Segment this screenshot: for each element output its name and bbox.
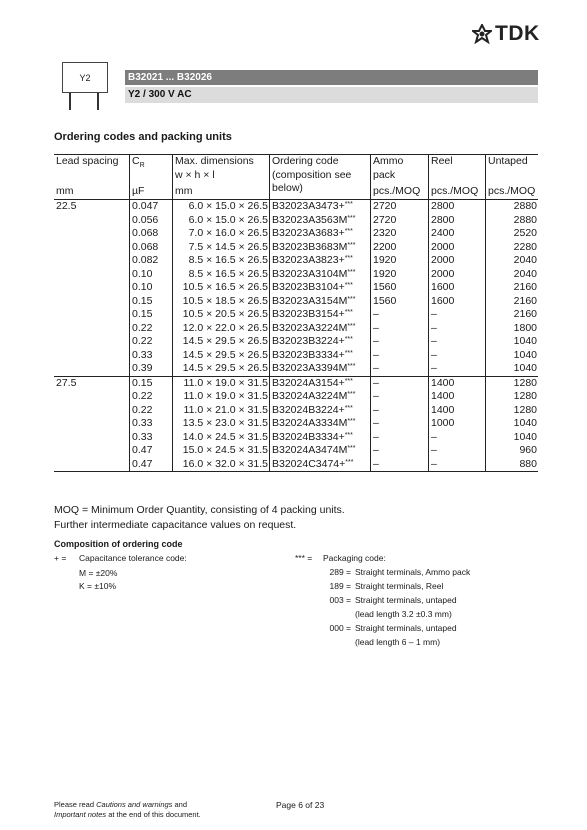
packaging-placeholder: *** (344, 282, 353, 289)
reel-cell: – (428, 431, 485, 445)
dimensions-cell: 10.5 × 16.5 × 26.5 (172, 281, 269, 295)
tolerance-k: K = ±10% (79, 581, 117, 591)
table-row (129, 254, 538, 268)
tolerance-label: Capacitance tolerance code: (79, 553, 187, 563)
capacitance-cell: 0.056 (129, 214, 172, 228)
footer-notice (54, 800, 201, 820)
ammo-cell: – (370, 349, 428, 363)
reel-cell: 1000 (428, 417, 485, 431)
packaging-placeholder: *** (344, 431, 353, 439)
capacitance-cell: 0.22 (129, 322, 172, 336)
packaging-subtext: (lead length 3.2 ±0.3 mm) (355, 609, 452, 619)
table-row (129, 377, 538, 391)
footer-line-1: Please read Cautions and warnings and (54, 800, 188, 809)
packaging-placeholder: *** (347, 391, 356, 398)
dimensions-cell: 11.0 × 21.0 × 31.5 (172, 404, 269, 418)
reel-cell: 2400 (428, 227, 485, 241)
header-line (132, 155, 172, 173)
capacitance-cell: 0.10 (129, 268, 172, 282)
ordering-code-cell (269, 362, 370, 376)
table-row (129, 268, 538, 282)
untaped-cell: 2040 (485, 268, 538, 282)
packaging-code-item (319, 567, 539, 581)
packaging-code: 189 = (329, 581, 351, 591)
capacitance-cell: 0.33 (129, 349, 172, 363)
dimensions-cell: 8.5 × 16.5 × 26.5 (172, 254, 269, 268)
ordering-code-cell (269, 200, 370, 214)
tdk-logo-icon (472, 24, 492, 44)
header-unit: pcs./MOQ (431, 184, 479, 197)
table-row (129, 335, 538, 349)
table-header (54, 154, 538, 200)
dimensions-cell: 14.5 × 29.5 × 26.5 (172, 349, 269, 363)
header-line: Max. dimensions (175, 155, 254, 167)
ammo-cell: 2320 (370, 227, 428, 241)
product-rating-subtitle: Y2 / 300 V AC (125, 87, 538, 103)
ordering-code-cell (269, 241, 370, 255)
table-row (129, 308, 538, 322)
table-row (129, 458, 538, 472)
dimensions-cell: 7.5 × 14.5 × 26.5 (172, 241, 269, 255)
capacitance-cell: 0.068 (129, 241, 172, 255)
reel-cell: – (428, 458, 485, 472)
capacitor-icon (62, 62, 108, 93)
header-unit: pcs./MOQ (488, 184, 536, 197)
ammo-cell: 1920 (370, 254, 428, 268)
header-unit: mm (56, 184, 74, 197)
packaging-subtext: (lead length 6 – 1 mm) (355, 637, 441, 647)
lead-spacing-cell: 22.5 (56, 200, 77, 212)
header-line: below) (272, 182, 303, 194)
packaging-code: 289 = (329, 567, 351, 577)
ammo-cell: – (370, 308, 428, 322)
untaped-cell: 1280 (485, 390, 538, 404)
packaging-code-item (319, 595, 539, 609)
ordering-code-cell (269, 335, 370, 349)
ordering-code: B32024A3334M (272, 417, 348, 429)
header-line: Untaped (488, 155, 528, 167)
table-row (129, 431, 538, 445)
header-line: w × h × l (175, 168, 215, 181)
ordering-code: B32023A3563M (272, 213, 348, 226)
dimensions-cell: 16.0 × 32.0 × 31.5 (172, 458, 269, 472)
header-subscript: R (139, 162, 145, 170)
packaging-placeholder: *** (344, 404, 353, 412)
capacitance-cell: 0.22 (129, 404, 172, 418)
table-row (129, 404, 538, 418)
tolerance-m: M = ±20% (79, 568, 118, 578)
column-header (370, 155, 428, 199)
dimensions-cell: 6.0 × 15.0 × 26.5 (172, 214, 269, 228)
reel-cell: 2000 (428, 241, 485, 255)
ordering-code-cell (269, 308, 370, 322)
dimensions-cell: 14.0 × 24.5 × 31.5 (172, 431, 269, 445)
packaging-placeholder: *** (344, 228, 353, 235)
capacitance-cell: 0.22 (129, 390, 172, 404)
untaped-cell: 2520 (485, 227, 538, 241)
reel-cell: – (428, 322, 485, 336)
ammo-cell: – (370, 390, 428, 404)
capacitance-cell: 0.15 (129, 295, 172, 309)
packaging-text: Straight terminals, untaped (355, 623, 457, 633)
untaped-cell: 2880 (485, 214, 538, 228)
header-unit: mm (175, 184, 193, 197)
capacitance-cell: 0.33 (129, 417, 172, 431)
ammo-cell: – (370, 417, 428, 431)
ammo-cell: – (370, 377, 428, 391)
capacitance-cell: 0.33 (129, 431, 172, 445)
packaging-text: Straight terminals, Reel (355, 581, 444, 591)
capacitance-cell: 0.47 (129, 458, 172, 472)
ordering-code-cell (269, 254, 370, 268)
column-header (129, 155, 172, 199)
packaging-text: Straight terminals, Ammo pack (355, 567, 471, 577)
packaging-code: 003 = (329, 595, 351, 605)
ammo-cell: – (370, 458, 428, 472)
packaging-placeholder: *** (347, 322, 356, 330)
capacitance-cell: 0.082 (129, 254, 172, 268)
untaped-cell: 2160 (485, 295, 538, 309)
column-header (269, 155, 370, 199)
ordering-code: B32023B3334+ (272, 348, 345, 361)
ordering-code: B32023A3154M (272, 294, 348, 307)
dimensions-cell: 10.5 × 20.5 × 26.5 (172, 308, 269, 322)
reel-cell: – (428, 308, 485, 322)
ordering-table (54, 154, 538, 472)
dimensions-cell: 11.0 × 19.0 × 31.5 (172, 390, 269, 404)
ordering-code: B32023A3104M (272, 267, 348, 280)
reel-cell: – (428, 362, 485, 376)
ordering-code-cell (269, 295, 370, 309)
untaped-cell: 1800 (485, 322, 538, 336)
untaped-cell: 1040 (485, 362, 538, 376)
packaging-placeholder: *** (345, 458, 354, 466)
header-line: Ammo (373, 155, 404, 167)
untaped-cell: 1280 (485, 404, 538, 418)
ordering-code: B32023A3394M (272, 362, 348, 374)
ordering-code-cell (269, 390, 370, 404)
untaped-cell: 2880 (485, 200, 538, 214)
untaped-cell: 1040 (485, 417, 538, 431)
reel-cell: 2000 (428, 268, 485, 282)
lead-spacing-cell: 27.5 (56, 376, 77, 389)
dimensions-cell: 11.0 × 19.0 × 31.5 (172, 377, 269, 391)
reel-cell: 1400 (428, 404, 485, 418)
reel-cell: – (428, 444, 485, 458)
packaging-code: 000 = (329, 623, 351, 633)
ordering-code-cell (269, 458, 370, 472)
tolerance-prefix: + = (54, 553, 67, 563)
ammo-cell: 1560 (370, 295, 428, 309)
reel-cell: 1400 (428, 390, 485, 404)
group-rows (129, 200, 538, 376)
footer-line-2: Important notes at the end of this document. (54, 810, 201, 819)
untaped-cell: 1040 (485, 431, 538, 445)
reel-cell: 1600 (428, 295, 485, 309)
ammo-cell: – (370, 444, 428, 458)
header-text: C (132, 155, 140, 167)
dimensions-cell: 7.0 × 16.0 × 26.5 (172, 227, 269, 241)
ordering-code-cell (269, 431, 370, 445)
untaped-cell: 1040 (485, 349, 538, 363)
dimensions-cell: 15.0 × 24.5 × 31.5 (172, 444, 269, 458)
ordering-code-cell (269, 377, 370, 391)
column-header (485, 155, 538, 199)
untaped-cell: 960 (485, 444, 538, 458)
packaging-placeholder: *** (347, 363, 356, 370)
logo-text: TDK (495, 22, 540, 45)
capacitance-cell: 0.15 (129, 308, 172, 322)
dimensions-cell: 6.0 × 15.0 × 26.5 (172, 200, 269, 214)
packaging-placeholder: *** (344, 255, 353, 262)
table-group (54, 377, 538, 473)
ammo-cell: – (370, 404, 428, 418)
untaped-cell: 880 (485, 458, 538, 472)
table-body (54, 200, 538, 472)
header-line: Lead spacing (56, 155, 119, 167)
packaging-placeholder: *** (347, 418, 356, 425)
header-line: Reel (431, 155, 453, 167)
ordering-code: B32024B3224+ (272, 403, 345, 416)
packaging-code-item (319, 623, 539, 637)
table-row (129, 200, 538, 214)
untaped-cell: 2160 (485, 281, 538, 295)
header-line: pack (373, 168, 396, 181)
ammo-cell: – (370, 431, 428, 445)
table-row (129, 362, 538, 376)
table-row (129, 295, 538, 309)
ordering-code: B32023B3224+ (272, 335, 345, 347)
dimensions-cell: 10.5 × 18.5 × 26.5 (172, 295, 269, 309)
ammo-cell: – (370, 362, 428, 376)
packaging-prefix: *** = (295, 553, 313, 563)
capacitance-cell: 0.10 (129, 281, 172, 295)
table-row (129, 417, 538, 431)
packaging-placeholder: *** (344, 349, 353, 357)
packaging-placeholder: *** (344, 377, 353, 385)
capacitance-cell: 0.15 (129, 377, 172, 391)
capacitor-label: Y2 (79, 72, 91, 83)
ammo-cell: 1920 (370, 268, 428, 282)
ordering-code-cell (269, 444, 370, 458)
ordering-code-cell (269, 214, 370, 228)
capacitance-cell: 0.39 (129, 362, 172, 376)
ordering-code: B32023A3823+ (272, 254, 345, 266)
untaped-cell: 2160 (485, 308, 538, 322)
dimensions-cell: 13.5 × 23.0 × 31.5 (172, 417, 269, 431)
table-row (129, 241, 538, 255)
packaging-code-list (319, 567, 539, 651)
table-row (129, 444, 538, 458)
ordering-code-cell (269, 227, 370, 241)
ordering-code: B32023A3683+ (272, 227, 345, 239)
untaped-cell: 2040 (485, 254, 538, 268)
table-row (129, 227, 538, 241)
header-line: (composition see (272, 168, 352, 181)
ammo-cell: 2720 (370, 214, 428, 228)
ordering-code: B32024B3334+ (272, 430, 345, 443)
untaped-cell: 2280 (485, 241, 538, 255)
header-unit: µF (132, 184, 145, 197)
packaging-placeholder: *** (344, 201, 353, 208)
packaging-code-item (319, 581, 539, 595)
packaging-label: Packaging code: (323, 553, 386, 563)
ammo-cell: 1560 (370, 281, 428, 295)
packaging-placeholder: *** (344, 336, 353, 343)
product-series-title: B32021 ... B32026 (125, 70, 538, 85)
capacitance-cell: 0.22 (129, 335, 172, 349)
ordering-code: B32024A3474M (272, 444, 348, 456)
ammo-cell: – (370, 322, 428, 336)
dimensions-cell: 14.5 × 29.5 × 26.5 (172, 335, 269, 349)
reel-cell: 2800 (428, 214, 485, 228)
ordering-code-cell (269, 322, 370, 336)
packaging-placeholder: *** (347, 268, 356, 276)
reel-cell: – (428, 349, 485, 363)
packaging-text: Straight terminals, untaped (355, 595, 457, 605)
table-row (129, 281, 538, 295)
capacitance-cell: 0.068 (129, 227, 172, 241)
column-header (172, 155, 269, 199)
ordering-code: B32024C3474+ (272, 457, 346, 470)
table-row (129, 349, 538, 363)
table-group (54, 200, 538, 377)
table-row (129, 390, 538, 404)
ordering-code-cell (269, 417, 370, 431)
tdk-logo (472, 22, 540, 46)
ordering-code-cell (269, 268, 370, 282)
ordering-code: B32024A3154+ (272, 376, 345, 389)
reel-cell: 2800 (428, 200, 485, 214)
capacitance-cell: 0.047 (129, 200, 172, 214)
ordering-code: B32023B3154+ (272, 308, 345, 320)
column-header (428, 155, 485, 199)
dimensions-cell: 14.5 × 29.5 × 26.5 (172, 362, 269, 376)
ordering-code: B32023B3104+ (272, 281, 345, 293)
ordering-code: B32023B3683M (272, 240, 348, 253)
capacitor-lead-right (97, 93, 99, 110)
reel-cell: – (428, 335, 485, 349)
page-number: Page 6 of 23 (276, 800, 325, 810)
ordering-code-cell (269, 349, 370, 363)
ordering-code: B32023A3224M (272, 321, 348, 334)
capacitor-lead-left (69, 93, 71, 110)
header-unit: pcs./MOQ (373, 184, 421, 197)
further-note: Further intermediate capacitance values on request. (54, 519, 297, 531)
ordering-code-cell (269, 281, 370, 295)
packaging-placeholder: *** (347, 241, 356, 249)
reel-cell: 2000 (428, 254, 485, 268)
table-row (129, 322, 538, 336)
ordering-code-cell (269, 404, 370, 418)
dimensions-cell: 8.5 × 16.5 × 26.5 (172, 268, 269, 282)
packaging-placeholder: *** (344, 309, 353, 316)
packaging-placeholder: *** (347, 214, 356, 222)
section-title: Ordering codes and packing units (54, 131, 232, 143)
dimensions-cell: 12.0 × 22.0 × 26.5 (172, 322, 269, 336)
packaging-placeholder: *** (347, 445, 356, 452)
ammo-cell: 2200 (370, 241, 428, 255)
moq-note: MOQ = Minimum Order Quantity, consisting of 4 packing units. (54, 504, 345, 516)
ordering-code: B32023A3473+ (272, 200, 345, 212)
group-rows (129, 377, 538, 472)
ordering-code: B32024A3224M (272, 390, 348, 402)
composition-title: Composition of ordering code (54, 539, 183, 549)
header-line: Ordering code (272, 155, 339, 167)
ammo-cell: 2720 (370, 200, 428, 214)
capacitance-cell: 0.47 (129, 444, 172, 458)
untaped-cell: 1280 (485, 377, 538, 391)
column-header (54, 155, 129, 199)
packaging-placeholder: *** (347, 295, 356, 303)
ammo-cell: – (370, 335, 428, 349)
untaped-cell: 1040 (485, 335, 538, 349)
reel-cell: 1600 (428, 281, 485, 295)
table-row (129, 214, 538, 228)
reel-cell: 1400 (428, 377, 485, 391)
